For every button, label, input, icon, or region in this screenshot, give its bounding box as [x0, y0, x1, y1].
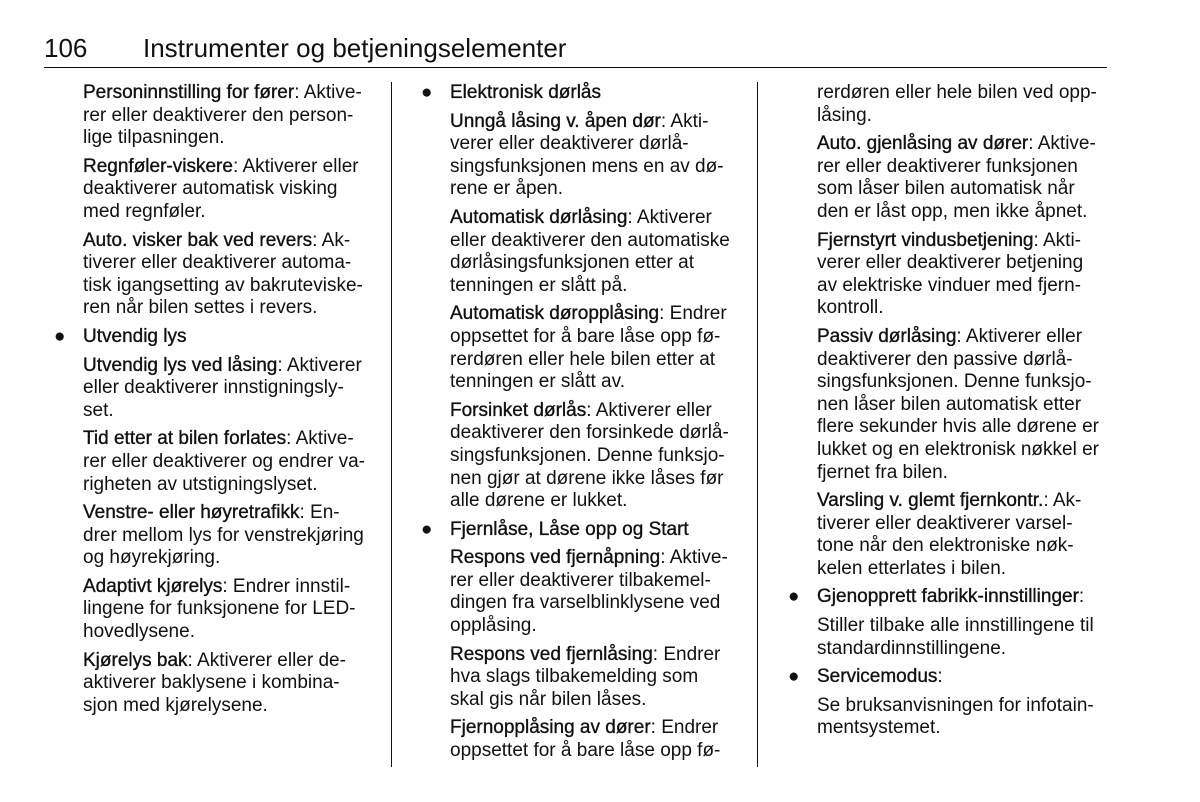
body-text: : Aktiverer eller: [232, 155, 359, 177]
body-text: : Aktiverer: [627, 206, 712, 228]
body-text: : En-: [299, 502, 340, 524]
term-label: Respons ved fjernlåsing: [450, 643, 653, 665]
body-text: med regnføler.: [83, 200, 206, 222]
text-line: [817, 297, 1110, 320]
paragraph: [44, 82, 390, 150]
column-1: [44, 82, 390, 723]
paragraph: [411, 111, 757, 201]
body-text: lukket og en elektronisk nøkkel er: [817, 438, 1099, 460]
body-text: : Aktiverer eller: [956, 325, 1083, 347]
body-text: : Endrer innstil-: [222, 575, 351, 597]
paragraph: [778, 133, 1110, 223]
text-line: [817, 156, 1110, 179]
body-text: set.: [83, 399, 114, 421]
text-line: [817, 230, 1110, 253]
bullet-icon: ●: [788, 666, 800, 688]
body-text: :: [937, 666, 943, 688]
text-line: [450, 133, 757, 156]
body-text: rer eller deaktiverer den person-: [83, 104, 354, 126]
text-line: [817, 201, 1110, 224]
term-label: Automatisk døropplåsing: [450, 303, 660, 325]
page-number: 106: [44, 33, 88, 63]
body-text: hva slags tilbakemelding som: [450, 666, 699, 688]
text-line: [83, 297, 390, 320]
body-text: : Aktive-: [286, 428, 354, 450]
text-line: [450, 570, 757, 593]
paragraph: [411, 207, 757, 297]
term-label: Fjernopplåsing av dører: [450, 717, 651, 739]
text-line: [450, 178, 757, 201]
paragraph: [778, 230, 1110, 320]
bullet-icon: ●: [54, 325, 66, 347]
body-text: tiverer eller deaktiverer varsel-: [817, 512, 1073, 534]
term-label: Unngå låsing v. åpen dør: [450, 110, 661, 132]
text-line: [450, 422, 757, 445]
text-line: [450, 275, 757, 298]
text-line: [83, 502, 390, 525]
body-text: rer eller deaktiverer funksjonen: [817, 155, 1078, 177]
body-text: nen låser bilen automatisk etter: [817, 393, 1082, 415]
text-line: [83, 326, 390, 349]
text-line: [83, 621, 390, 644]
text-line: [83, 695, 390, 718]
bullet-heading: [44, 326, 390, 349]
text-line: [83, 525, 390, 548]
text-line: [817, 133, 1110, 156]
body-text: dingen fra varselblinklysene ved: [450, 592, 721, 614]
paragraph: [778, 82, 1110, 127]
text-line: [817, 178, 1110, 201]
text-line: [450, 207, 757, 230]
body-text: oppsettet for å bare låse opp fø-: [450, 325, 721, 347]
body-text: kontroll.: [817, 297, 884, 319]
body-text: lige tilpasningen.: [83, 127, 225, 149]
paragraph: [44, 428, 390, 496]
text-line: [817, 82, 1110, 105]
body-text: flere sekunder hvis alle dørene er: [817, 416, 1099, 438]
text-line: [450, 490, 757, 513]
body-text: righeten av utstigningslyset.: [83, 473, 318, 495]
text-line: [83, 400, 390, 423]
header-rule: [44, 67, 1107, 68]
body-text: som låser bilen automatisk når: [817, 178, 1075, 200]
term-label: Auto. visker bak ved revers: [83, 229, 313, 251]
text-line: [817, 558, 1110, 581]
paragraph: [44, 230, 390, 320]
body-text: : Aktiverer eller de-: [187, 649, 346, 671]
body-text: låsing.: [817, 104, 872, 126]
term-label: Tid etter at bilen forlates: [83, 428, 287, 450]
paragraph: [778, 615, 1110, 660]
text-line: [450, 689, 757, 712]
body-text: av elektriske vinduer med fjern-: [817, 274, 1081, 296]
body-text: Stiller tilbake alle innstillingene til: [817, 615, 1094, 637]
body-text: og høyrekjøring.: [83, 547, 221, 569]
term-label: Utvendig lys ved låsing: [83, 354, 278, 376]
body-text: den er låst opp, men ikke åpnet.: [817, 200, 1088, 222]
body-text: deaktiverer den forsinkede dørlå-: [450, 422, 729, 444]
body-text: ren når bilen settes i revers.: [83, 297, 318, 319]
paragraph: [778, 695, 1110, 740]
body-text: oppsettet for å bare låse opp fø-: [450, 740, 721, 762]
body-text: fjernet fra bilen.: [817, 461, 948, 483]
text-line: [450, 592, 757, 615]
body-text: deaktiverer den passive dørlå-: [817, 348, 1073, 370]
term-label: Servicemodus: [817, 666, 938, 688]
text-line: [817, 513, 1110, 536]
term-label: Venstre- eller høyretrafikk: [83, 502, 300, 524]
text-line: [817, 586, 1110, 609]
column-3: [778, 82, 1110, 746]
paragraph: [44, 502, 390, 570]
body-text: : Aktive-: [1028, 133, 1096, 155]
body-text: tenningen er slått på.: [450, 274, 628, 296]
body-text: singsfunksjonen. Denne funksjo-: [450, 444, 725, 466]
term-label: Respons ved fjernåpning: [450, 547, 661, 569]
page-title: Instrumenter og betjeningselementer: [143, 33, 567, 63]
text-line: [450, 615, 757, 638]
body-text: : Aktiverer eller: [586, 399, 712, 421]
text-line: [83, 355, 390, 378]
body-text: tiverer eller deaktiverer automa-: [83, 252, 352, 274]
text-line: [83, 127, 390, 150]
body-text: eller deaktiverer den automatiske: [450, 229, 730, 251]
text-line: [817, 105, 1110, 128]
body-text: dørlåsingsfunksjonen etter at: [450, 252, 694, 274]
term-label: Adaptivt kjørelys: [83, 575, 223, 597]
body-text: : Endrer: [659, 303, 727, 325]
paragraph: [411, 303, 757, 393]
term-label: Automatisk dørlåsing: [450, 206, 628, 228]
body-text: hovedlysene.: [83, 621, 195, 643]
body-text: skal gis når bilen låses.: [450, 688, 647, 710]
body-text: verer eller deaktiverer dørlå-: [450, 133, 689, 155]
body-text: mentsystemet.: [817, 717, 941, 739]
text-line: [450, 111, 757, 134]
bullet-heading: [411, 82, 757, 105]
text-line: [817, 371, 1110, 394]
text-line: [817, 416, 1110, 439]
term-label: Elektronisk dørlås: [450, 82, 601, 103]
body-text: : Aktive-: [294, 82, 362, 103]
text-line: [450, 326, 757, 349]
body-text: kelen etterlates i bilen.: [817, 557, 1007, 579]
text-line: [83, 377, 390, 400]
text-line: [83, 576, 390, 599]
text-line: [83, 451, 390, 474]
body-text: : Aktiverer: [277, 354, 362, 376]
text-line: [450, 468, 757, 491]
text-line: [817, 490, 1110, 513]
text-line: [83, 428, 390, 451]
body-text: : Ak-: [1043, 490, 1082, 512]
body-text: tenningen er slått av.: [450, 371, 625, 393]
term-label: Personinnstilling for fører: [83, 82, 295, 103]
paragraph: [411, 547, 757, 637]
paragraph: [778, 490, 1110, 580]
text-line: [83, 547, 390, 570]
body-text: deaktiverer automatisk visking: [83, 178, 338, 200]
text-line: [817, 666, 1110, 689]
text-line: [83, 178, 390, 201]
term-label: Gjenopprett fabrikk-innstillinger: [817, 586, 1079, 608]
text-line: [450, 666, 757, 689]
body-text: tisk igangsetting av bakruteviske-: [83, 274, 363, 296]
body-text: rene er åpen.: [450, 178, 564, 200]
term-label: Regnføler-viskere: [83, 155, 233, 177]
text-line: [817, 695, 1110, 718]
body-text: aktiverer baklysene i kombina-: [83, 672, 340, 694]
bullet-icon: ●: [421, 518, 433, 540]
text-line: [83, 474, 390, 497]
paragraph: [411, 400, 757, 513]
body-text: standardinnstillingene.: [817, 637, 1007, 659]
text-line: [817, 394, 1110, 417]
body-text: Se bruksanvisningen for infotain-: [817, 694, 1094, 716]
bullet-heading: [778, 666, 1110, 689]
body-text: lingene for funksjonene for LED-: [83, 598, 356, 620]
paragraph: [44, 156, 390, 224]
text-line: [817, 717, 1110, 740]
body-text: rer eller deaktiverer tilbakemel-: [450, 569, 711, 591]
column-divider-left: [391, 82, 392, 767]
text-line: [450, 303, 757, 326]
text-line: [817, 326, 1110, 349]
paragraph: [44, 576, 390, 644]
text-line: [83, 252, 390, 275]
text-line: [817, 638, 1110, 661]
body-text: eller deaktiverer innstigningsly-: [83, 377, 344, 399]
text-line: [450, 644, 757, 667]
body-text: : Ak-: [312, 229, 351, 251]
body-text: verer eller deaktiverer betjening: [817, 252, 1084, 274]
text-line: [450, 371, 757, 394]
body-text: tone når den elektroniske nøk-: [817, 535, 1074, 557]
body-text: rerdøren eller hele bilen ved opp-: [817, 82, 1097, 103]
text-line: [817, 349, 1110, 372]
bullet-icon: ●: [421, 82, 433, 103]
text-line: [83, 650, 390, 673]
term-label: Utvendig lys: [83, 325, 187, 347]
term-label: Forsinket dørlås: [450, 399, 587, 421]
paragraph: [44, 650, 390, 718]
column-2: [411, 82, 757, 769]
text-line: [450, 230, 757, 253]
term-label: Varsling v. glemt fjernkontr.: [817, 490, 1044, 512]
body-text: alle dørene er lukket.: [450, 490, 628, 512]
bullet-icon: ●: [788, 586, 800, 608]
text-line: [83, 201, 390, 224]
bullet-heading: [411, 519, 757, 542]
text-line: [450, 82, 757, 105]
text-line: [83, 230, 390, 253]
body-text: nen gjør at dørene ikke låses før: [450, 467, 724, 489]
body-text: : Endrer: [652, 643, 721, 665]
body-text: :: [1078, 586, 1085, 608]
paragraph: [411, 644, 757, 712]
text-line: [817, 615, 1110, 638]
term-label: Fjernstyrt vindusbetjening: [817, 229, 1034, 251]
body-text: rerdøren eller hele bilen etter at: [450, 348, 716, 370]
text-line: [83, 672, 390, 695]
text-line: [450, 445, 757, 468]
body-text: rer eller deaktiverer og endrer va-: [83, 450, 365, 472]
bullet-heading: [778, 586, 1110, 609]
text-line: [450, 156, 757, 179]
body-text: : Akti-: [1033, 229, 1082, 251]
text-line: [450, 349, 757, 372]
text-line: [450, 547, 757, 570]
term-label: Fjernlåse, Låse opp og Start: [450, 518, 689, 540]
text-line: [817, 275, 1110, 298]
body-text: drer mellom lys for venstrekjøring: [83, 524, 364, 546]
text-line: [83, 105, 390, 128]
text-line: [450, 717, 757, 740]
text-line: [83, 156, 390, 179]
text-line: [817, 462, 1110, 485]
column-divider-right: [757, 82, 758, 767]
body-text: : Akti-: [660, 110, 709, 132]
body-text: : Endrer: [650, 717, 719, 739]
text-line: [83, 275, 390, 298]
text-line: [83, 598, 390, 621]
text-line: [817, 535, 1110, 558]
text-line: [450, 252, 757, 275]
paragraph: [44, 355, 390, 423]
body-text: : Aktive-: [660, 547, 728, 569]
text-line: [83, 82, 390, 105]
text-line: [817, 439, 1110, 462]
term-label: Passiv dørlåsing: [817, 325, 957, 347]
paragraph: [411, 717, 757, 762]
body-text: sjon med kjørelysene.: [83, 694, 268, 716]
body-text: opplåsing.: [450, 615, 537, 637]
term-label: Auto. gjenlåsing av dører: [817, 133, 1029, 155]
paragraph: [778, 326, 1110, 484]
text-line: [817, 252, 1110, 275]
text-line: [450, 740, 757, 763]
body-text: singsfunksjonen. Denne funksjo-: [817, 371, 1092, 393]
body-text: singsfunksjonen mens en av dø-: [450, 155, 724, 177]
text-line: [450, 400, 757, 423]
term-label: Kjørelys bak: [83, 649, 188, 671]
text-line: [450, 519, 757, 542]
